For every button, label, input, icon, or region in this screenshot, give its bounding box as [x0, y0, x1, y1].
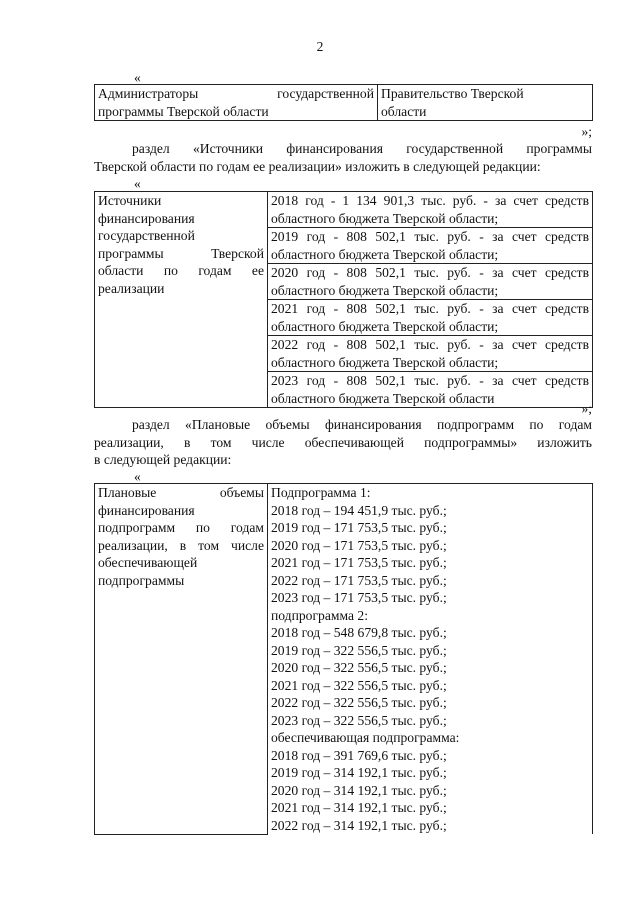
cell-line: 2022 год - 808 502,1 тыс. руб. - за счет средств	[271, 337, 589, 352]
cell-line: 2018 год - 1 134 901,3 тыс. руб. - за счет средств	[271, 193, 589, 208]
paragraph-planned-volumes	[94, 416, 592, 469]
open-quote-2: «	[134, 176, 141, 191]
cell-line: 2021 год – 171 753,5 тыс. руб.;	[271, 555, 447, 570]
cell-line: областного бюджета Тверской области	[271, 390, 495, 406]
table-administrators	[94, 84, 593, 121]
cell-line: финансирования	[98, 502, 195, 518]
cell-line: областного бюджета Тверской области;	[271, 246, 499, 262]
cell-line: реализации	[98, 280, 165, 296]
cell-line: 2019 год – 322 556,5 тыс. руб.;	[271, 642, 447, 658]
year-block	[268, 228, 592, 264]
cell-line: 2021 год – 322 556,5 тыс. руб.;	[271, 677, 447, 693]
cell-line: 2023 год - 808 502,1 тыс. руб. - за счет средств	[271, 373, 589, 388]
cell-line: областного бюджета Тверской области;	[271, 354, 499, 370]
paragraph-line: раздел «Источники финансирования государственной программы	[132, 141, 592, 156]
cell-line: программы Тверской области	[98, 103, 269, 119]
table-cell-value	[268, 484, 593, 835]
page-number: 2	[316, 39, 324, 54]
table-row	[95, 484, 593, 835]
cell-line: 2019 год – 171 753,5 тыс. руб.;	[271, 520, 447, 535]
table-subprogram-volumes	[94, 483, 593, 835]
table-cell-value	[268, 192, 593, 408]
cell-line: Источники	[98, 193, 162, 208]
table-cell-label	[95, 85, 378, 121]
cell-line: области по годам ее	[98, 263, 264, 278]
table-cell-label	[95, 484, 268, 835]
table-cell-label	[95, 192, 268, 408]
cell-line: Плановые объемы	[98, 485, 264, 500]
cell-line: 2022 год – 314 192,1 тыс. руб.;	[271, 817, 447, 833]
cell-line: подпрограмм по годам	[98, 520, 264, 535]
year-block	[268, 336, 592, 372]
year-block	[268, 192, 592, 228]
cell-line: подпрограмма 2:	[271, 607, 368, 623]
cell-line: 2020 год – 322 556,5 тыс. руб.;	[271, 660, 447, 675]
open-quote-1: «	[134, 70, 141, 85]
paragraph-line: в следующей редакции:	[94, 452, 232, 467]
cell-line: финансирования	[98, 210, 195, 226]
cell-line: области	[381, 103, 427, 119]
table-funding-sources	[94, 191, 593, 408]
cell-line: Администраторы государственной	[98, 86, 374, 101]
cell-line: подпрограммы	[98, 572, 185, 588]
cell-line: 2019 год - 808 502,1 тыс. руб. - за счет средств	[271, 229, 589, 244]
cell-line: реализации, в том числе	[98, 537, 264, 553]
cell-line: 2018 год – 194 451,9 тыс. руб.;	[271, 502, 447, 518]
table-row	[95, 192, 593, 408]
cell-line: 2021 год - 808 502,1 тыс. руб. - за счет средств	[271, 301, 589, 316]
close-quote-2: »;	[581, 401, 592, 416]
paragraph-line: Тверской области по годам ее реализации» изложить в следующей редакции:	[94, 158, 541, 174]
cell-line: областного бюджета Тверской области;	[271, 282, 499, 298]
cell-line: Подпрограмма 1:	[271, 485, 371, 500]
cell-line: 2018 год – 548 679,8 тыс. руб.;	[271, 625, 447, 640]
close-quote-1: »;	[581, 124, 592, 139]
open-quote-3: «	[134, 469, 141, 484]
cell-line: 2019 год – 314 192,1 тыс. руб.;	[271, 765, 447, 780]
cell-line: Правительство Тверской	[381, 86, 524, 101]
cell-line: областного бюджета Тверской области;	[271, 318, 499, 334]
cell-line: 2023 год – 171 753,5 тыс. руб.;	[271, 590, 447, 605]
cell-line: обеспечивающая подпрограмма:	[271, 730, 460, 745]
cell-line: 2023 год – 322 556,5 тыс. руб.;	[271, 712, 447, 728]
cell-line: 2018 год – 391 769,6 тыс. руб.;	[271, 747, 447, 763]
cell-line: обеспечивающей	[98, 555, 198, 570]
paragraph-line: раздел «Плановые объемы финансирования подпрограмм по годам	[132, 417, 592, 432]
cell-line: 2021 год – 314 192,1 тыс. руб.;	[271, 800, 447, 815]
cell-line: 2020 год - 808 502,1 тыс. руб. - за счет средств	[271, 265, 589, 280]
cell-line: 2022 год – 171 753,5 тыс. руб.;	[271, 572, 447, 588]
paragraph-line: реализации, в том числе обеспечивающей подпрограммы» изложить	[94, 434, 592, 450]
cell-line: программы Тверской	[98, 245, 264, 261]
cell-line: государственной	[98, 228, 195, 243]
year-block	[268, 300, 592, 336]
cell-line: 2020 год – 314 192,1 тыс. руб.;	[271, 782, 447, 798]
cell-line: 2020 год – 171 753,5 тыс. руб.;	[271, 537, 447, 553]
paragraph-sources	[94, 140, 592, 175]
cell-line: 2022 год – 322 556,5 тыс. руб.;	[271, 695, 447, 710]
table-cell-value	[378, 85, 593, 121]
table-row	[95, 85, 593, 121]
cell-line: областного бюджета Тверской области;	[271, 210, 499, 226]
year-block	[268, 264, 592, 300]
